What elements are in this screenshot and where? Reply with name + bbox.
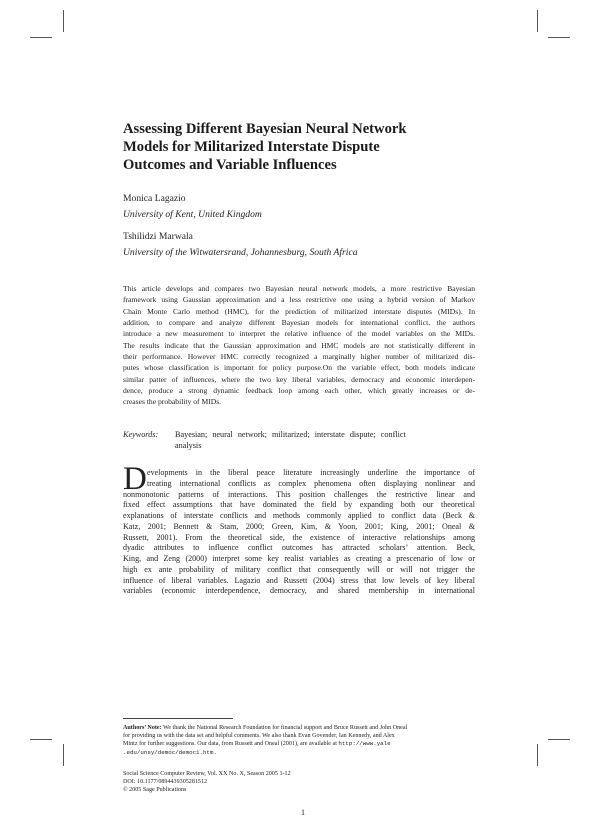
keywords-label: Keywords: <box>123 430 159 439</box>
crop-mark <box>30 739 52 740</box>
body-line: influence of liberal variables. Lagazio and Russett (2004) stress that low levels of key liberal <box>123 575 475 585</box>
footnote-url[interactable]: .edu/unsy/democ/democ1.htm. <box>123 748 217 756</box>
authors-note <box>123 724 475 757</box>
crop-mark <box>548 739 570 740</box>
author-name: Monica Lagazio <box>123 193 186 204</box>
publication-info <box>123 770 291 795</box>
article-title <box>123 120 475 174</box>
body-line: nonmonotonic patterns of interactions. This position challenges the restrictive linear and <box>123 489 475 499</box>
page-number: 1 <box>301 808 305 817</box>
crop-mark <box>548 37 570 38</box>
crop-mark <box>63 744 64 766</box>
abstract-line: Chain Monte Carlo method (HMC), for the prediction of militarized interstate disputes (MIDs). In <box>123 306 475 316</box>
abstract-line: putes whose classification is important for policy purpose.On the variable effect, both models indicate <box>123 363 475 373</box>
footnote-line <box>123 740 475 748</box>
body-line: variables (economic interdependence, democracy, and shared membership in international <box>123 586 475 596</box>
footnote-rule <box>123 718 233 719</box>
footnote-line: for providing us with the data set and helpful comments. We also thank Evan Govender, Ian Kennedy, and Alex <box>123 733 395 740</box>
abstract <box>123 283 475 408</box>
body-line: fixed effect assumptions that have dominated the field by expanding both our theoretical <box>123 500 475 510</box>
abstract-line: creases the probability of MIDs. <box>123 397 222 407</box>
abstract-line: addition, to compare and analyze different Bayesian models for international conflict, the authors <box>123 318 475 328</box>
body-line: high ex ante probability of military conflict that consequently will or will not trigger the <box>123 564 475 574</box>
body-line: treating international conflicts as complex phenomena often displaying nonlinear and <box>147 478 475 488</box>
abstract-line: framework using Gaussian approximation and a less restrictive one using a hybrid version of Markov <box>123 295 475 305</box>
publication-line: DOI: 10.1177/0894439305281512 <box>123 779 208 786</box>
abstract-line: introduce a new measurement to interpret the relative influence of the model variables on the MIDs. <box>123 329 475 339</box>
abstract-line: This article develops and compares two Bayesian neural network models, a more restrictive Bayesian <box>123 284 475 293</box>
crop-mark <box>63 10 64 32</box>
title-line: Models for Militarized Interstate Dispute <box>123 139 380 155</box>
body-line: Russett, 2001). From the theoretical side, the existence of interactive relationships among <box>123 532 475 542</box>
body-line: explanations of interstate conflicts and methods commonly applied to conflict data (Beck & <box>123 511 475 520</box>
drop-cap: D <box>123 461 147 497</box>
keywords-line: Bayesian; neural network; militarized; interstate dispute; conflict <box>175 430 406 439</box>
article-page <box>123 120 475 817</box>
publication-line: © 2005 Sage Publications <box>123 787 187 794</box>
keywords-line: analysis <box>175 440 202 450</box>
abstract-line: similar patter of influences, where the two key liberal variables, democracy and economic interdepen- <box>123 374 475 384</box>
abstract-line: dence, produce a strong dynamic feedback loop among each other, which greatly increases or de- <box>123 386 475 396</box>
keywords-list <box>175 430 475 451</box>
footnote-text: We thank the National Research Foundation for financial support and Bruce Russett and John Oneal <box>161 725 408 731</box>
title-line: Outcomes and Variable Influences <box>123 157 337 173</box>
abstract-line: their performance. However HMC correctly recognized a marginally higher number of militarized dis- <box>123 352 475 362</box>
footnote-url[interactable]: http://www.yale <box>338 740 391 748</box>
body-text <box>123 461 475 597</box>
author-name: Tshilidzi Marwala <box>123 231 193 242</box>
publication-line: Social Science Computer Review, Vol. XX No. X, Season 2005 1-12 <box>123 771 291 777</box>
author-affiliation: University of Kent, United Kingdom <box>123 209 262 220</box>
author-affiliation: University of the Witwatersrand, Johannesburg, South Africa <box>123 247 358 258</box>
body-line: dyadic attributes to influence conflict outcomes has attracted scholars’ attention. Beck, <box>123 543 475 553</box>
crop-mark <box>537 744 538 766</box>
abstract-line: The results indicate that the Gaussian approximation and HMC models are not statistically different in <box>123 340 475 350</box>
footnote-text: Mintz for further suggestions. Our data, from Russett and Oneal (2001), are available at <box>123 741 339 748</box>
title-line: Assessing Different Bayesian Neural Network <box>123 121 407 137</box>
body-line: evelopments in the liberal peace literature increasingly underline the importance of <box>147 468 475 477</box>
body-line: Katz, 2001; Bennett & Stam, 2000; Green, Kim, & Yoon, 2001; King, 2001; Oneal & <box>123 521 475 531</box>
crop-mark <box>30 37 52 38</box>
body-line: King, and Zeng (2000) interpret some key realist variables as creating a prescenario of low or <box>123 554 475 563</box>
footnote-label: Authors’ Note: <box>123 725 162 731</box>
crop-mark <box>537 10 538 32</box>
footnote-line <box>123 724 475 732</box>
